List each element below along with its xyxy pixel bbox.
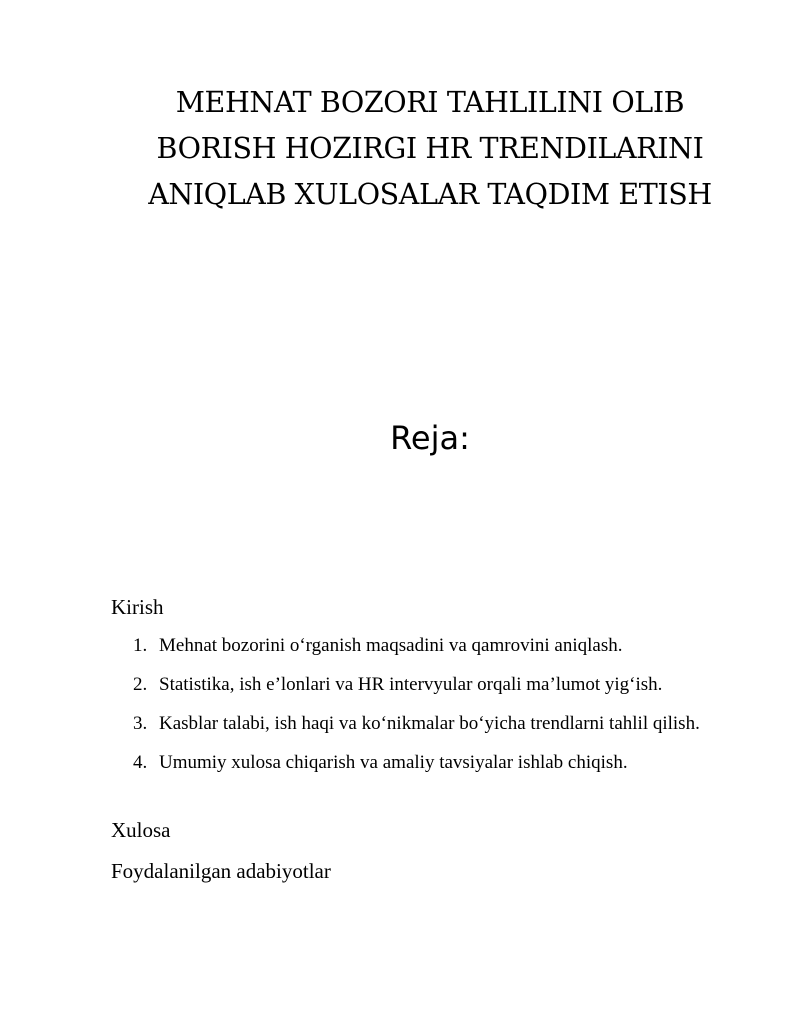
title-line-3: ANIQLAB XULOSALAR TAQDIM ETISH: [148, 178, 712, 211]
list-item-number: 3.: [133, 713, 148, 734]
section-intro: Kirish: [111, 595, 164, 619]
list-item-text: Mehnat bozorini o‘rganish maqsadini va qamrovini aniqlash.: [159, 635, 623, 656]
list-item-number: 4.: [133, 752, 148, 773]
list-item-number: 2.: [133, 674, 148, 695]
list-item: [111, 672, 731, 697]
section-references: Foydalanilgan adabiyotlar: [111, 859, 331, 883]
title-line-2: BORISH HOZIRGI HR TRENDILARINI: [156, 132, 704, 165]
plan-list: [111, 633, 731, 789]
list-item: [111, 711, 731, 736]
list-item: [111, 633, 731, 658]
title-line-1: MEHNAT BOZORI TAHLILINI OLIB: [175, 86, 685, 119]
section-conclusion: Xulosa: [111, 818, 171, 842]
list-item: [111, 750, 731, 775]
list-item-text: Statistika, ish e’lonlari va HR intervyular orqali ma’lumot yig‘ish.: [159, 674, 663, 695]
list-item-text: Umumiy xulosa chiqarish va amaliy tavsiyalar ishlab chiqish.: [159, 752, 628, 773]
document-title: [110, 80, 750, 218]
list-item-number: 1.: [133, 635, 148, 656]
plan-heading: Reja:: [390, 419, 470, 457]
list-item-text: Kasblar talabi, ish haqi va ko‘nikmalar bo‘yicha trendlarni tahlil qilish.: [159, 713, 700, 734]
